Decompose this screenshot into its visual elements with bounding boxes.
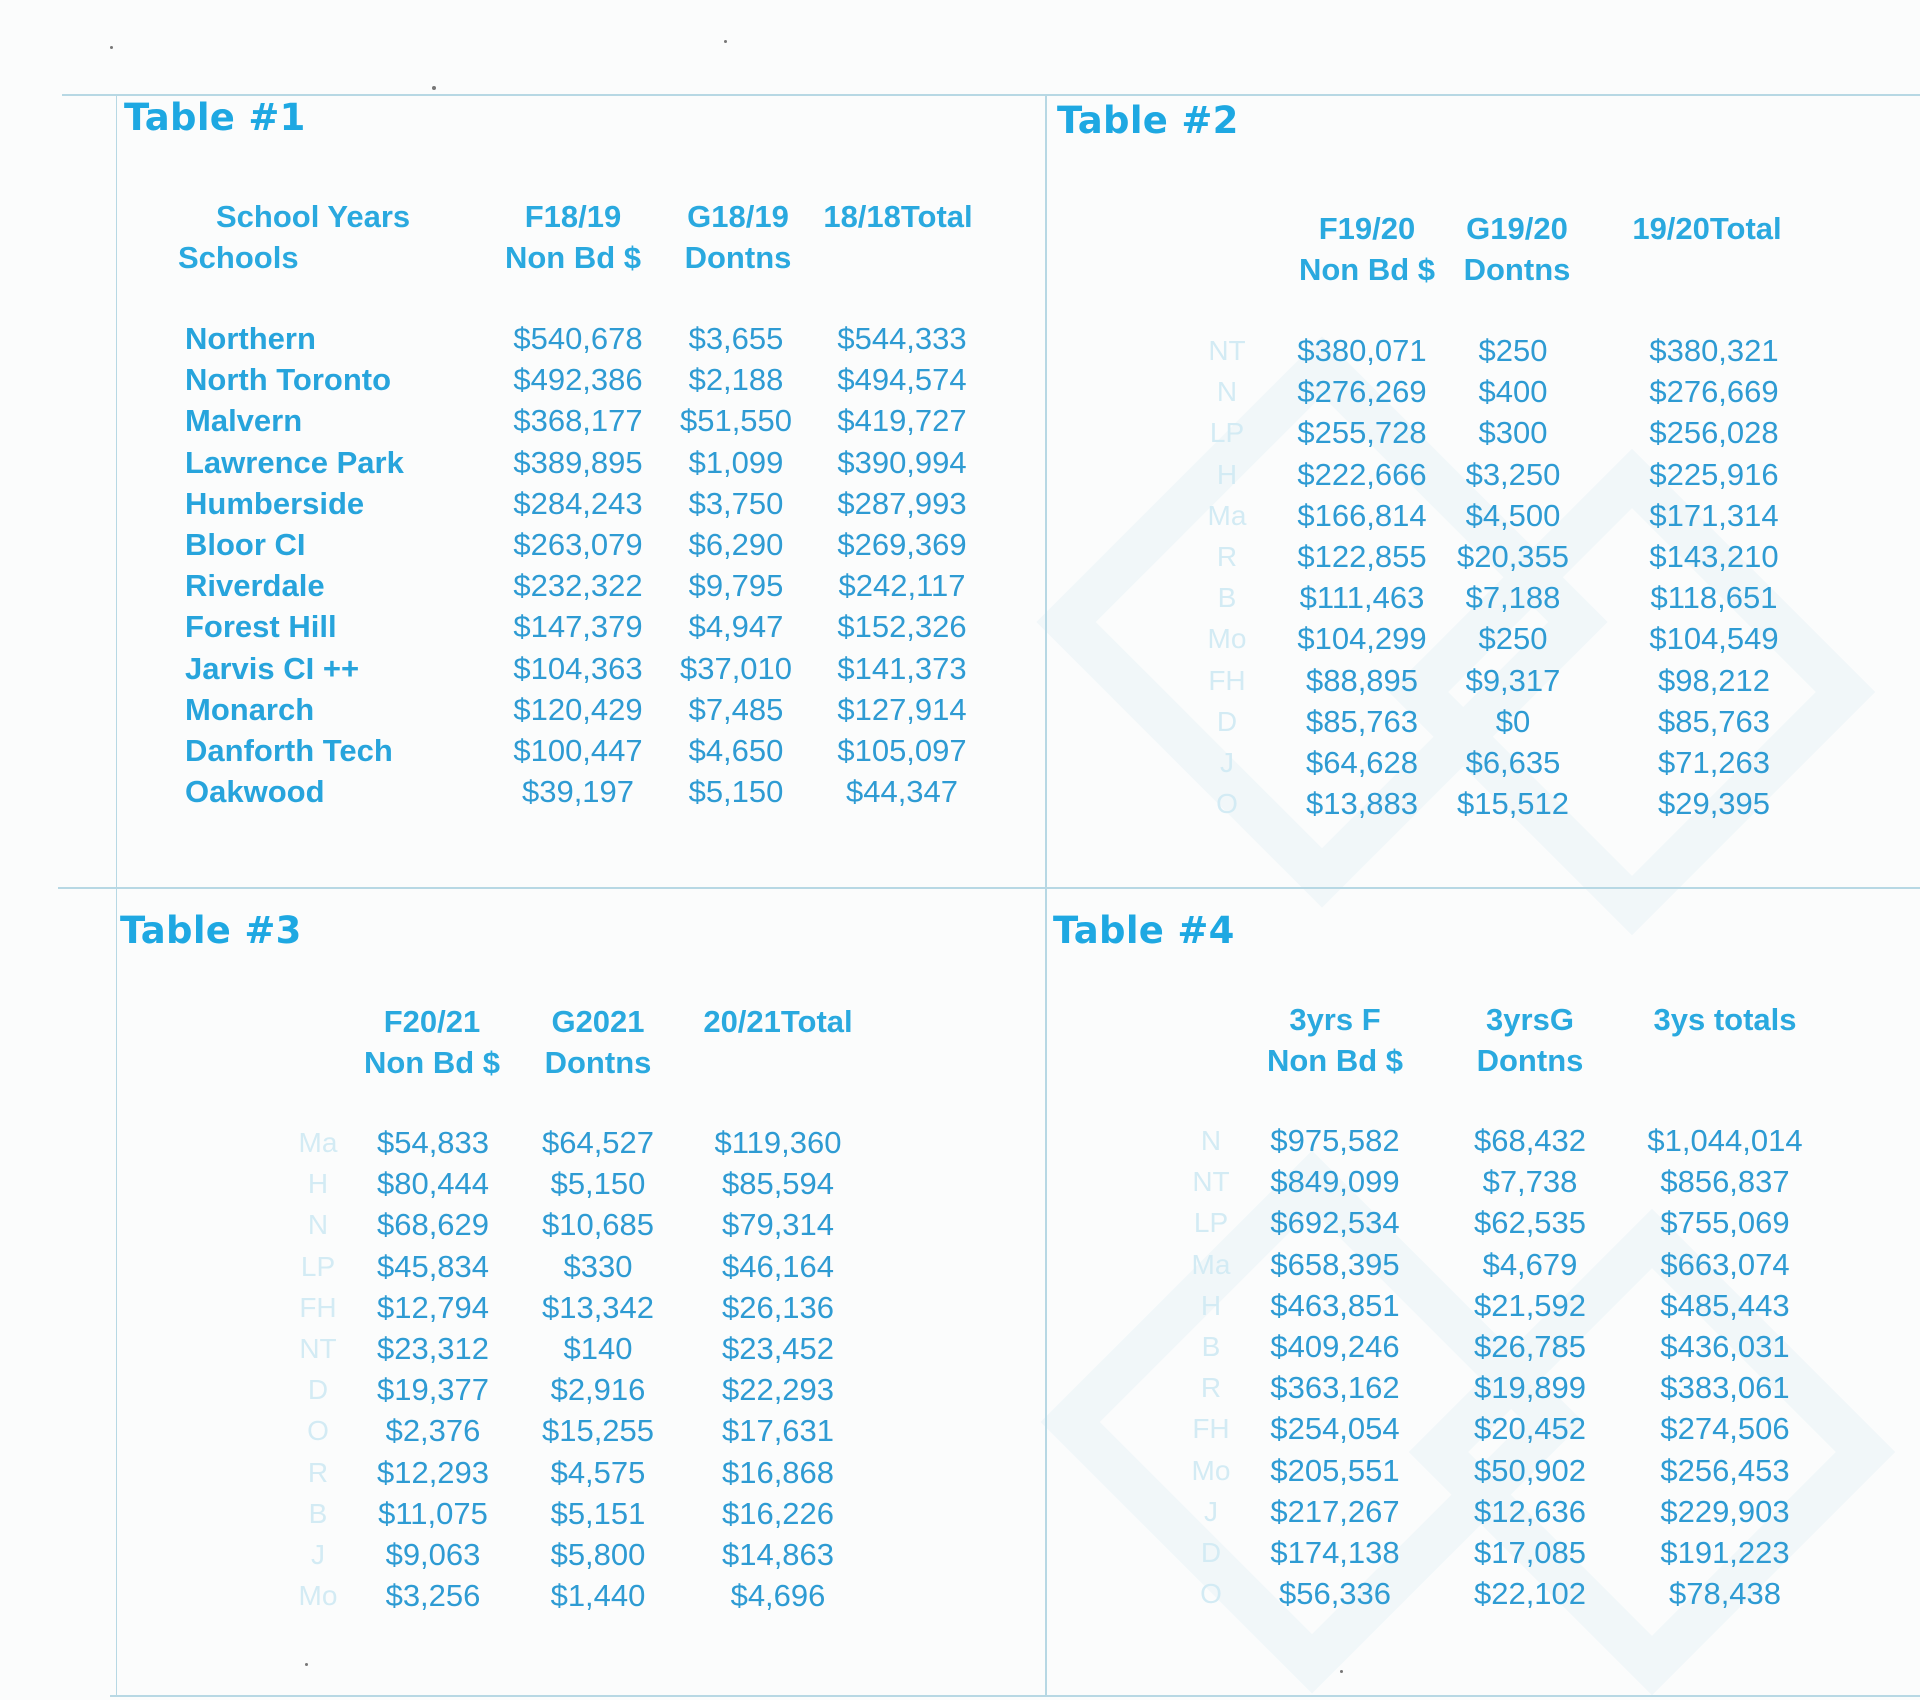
total-cell: $287,993 bbox=[837, 485, 967, 521]
total-cell: $191,223 bbox=[1660, 1534, 1790, 1570]
header-line: F19/20 bbox=[1318, 211, 1416, 246]
total-cell: $256,453 bbox=[1660, 1452, 1790, 1488]
school-abbr-cell: B bbox=[1201, 1330, 1221, 1362]
donations-cell: $7,188 bbox=[1465, 580, 1561, 616]
non-board-funds-cell: $68,629 bbox=[376, 1207, 490, 1243]
total-cell: $17,631 bbox=[721, 1413, 835, 1449]
table-1-panel bbox=[118, 96, 1043, 886]
total-cell: $256,028 bbox=[1649, 415, 1779, 451]
non-board-funds-cell: $692,534 bbox=[1270, 1205, 1400, 1241]
table-row bbox=[1047, 577, 1920, 618]
school-name-cell: Riverdale bbox=[185, 568, 325, 604]
donations-cell: $4,650 bbox=[688, 732, 784, 768]
non-board-funds-cell: $409,246 bbox=[1270, 1328, 1400, 1364]
table-1-header-g bbox=[658, 196, 818, 278]
table-row bbox=[118, 400, 1043, 441]
donations-cell: $20,452 bbox=[1473, 1411, 1587, 1447]
total-cell: $544,333 bbox=[837, 321, 967, 356]
table-row bbox=[1047, 618, 1920, 659]
table-4-title: Table #4 bbox=[1053, 909, 1235, 952]
non-board-funds-cell: $100,447 bbox=[513, 732, 643, 768]
total-cell: $419,727 bbox=[837, 403, 967, 439]
non-board-funds-cell: $122,855 bbox=[1297, 538, 1427, 574]
table-row bbox=[1047, 1244, 1920, 1285]
total-cell: $242,117 bbox=[838, 568, 966, 604]
non-board-funds-cell: $849,099 bbox=[1270, 1164, 1400, 1200]
school-name-cell: Humberside bbox=[185, 485, 365, 521]
table-row bbox=[118, 1534, 1043, 1575]
donations-cell: $4,575 bbox=[550, 1454, 646, 1490]
non-board-funds-cell: $64,628 bbox=[1305, 744, 1419, 780]
school-name-cell: Northern bbox=[185, 321, 316, 356]
donations-cell: $20,355 bbox=[1456, 538, 1570, 574]
table-row bbox=[118, 524, 1043, 565]
donations-cell: $10,685 bbox=[541, 1207, 655, 1243]
total-cell: $85,594 bbox=[721, 1166, 835, 1202]
non-board-funds-cell: $284,243 bbox=[513, 485, 643, 521]
table-3-panel bbox=[118, 889, 1043, 1694]
school-abbr-cell: B bbox=[308, 1497, 328, 1529]
table-3-title: Table #3 bbox=[120, 909, 302, 952]
table-3-rows bbox=[118, 1122, 1043, 1616]
total-cell: $22,293 bbox=[721, 1372, 835, 1408]
school-abbr-cell: J bbox=[311, 1538, 325, 1570]
total-cell: $118,651 bbox=[1650, 580, 1778, 616]
total-cell: $383,061 bbox=[1660, 1370, 1790, 1406]
header-line: 3yrsG bbox=[1486, 1002, 1574, 1037]
total-cell: $152,326 bbox=[837, 609, 967, 645]
donations-cell: $51,550 bbox=[679, 403, 793, 439]
table-row bbox=[118, 606, 1043, 647]
school-abbr-cell: N bbox=[1200, 1125, 1222, 1156]
total-cell: $269,369 bbox=[837, 526, 967, 562]
total-cell: $26,136 bbox=[721, 1289, 835, 1325]
table-row bbox=[118, 1287, 1043, 1328]
donations-cell: $22,102 bbox=[1473, 1576, 1587, 1612]
non-board-funds-cell: $166,814 bbox=[1297, 497, 1427, 533]
table-1-header-school-years bbox=[178, 196, 438, 278]
donations-cell: $62,535 bbox=[1473, 1205, 1587, 1241]
donations-cell: $9,317 bbox=[1465, 662, 1561, 698]
donations-cell: $64,527 bbox=[541, 1125, 655, 1160]
donations-cell: $4,947 bbox=[688, 609, 784, 645]
header-line: Dontns bbox=[684, 240, 792, 275]
donations-cell: $5,150 bbox=[550, 1166, 646, 1202]
non-board-funds-cell: $12,794 bbox=[376, 1289, 490, 1325]
table-2-title: Table #2 bbox=[1057, 99, 1239, 142]
donations-cell: $5,800 bbox=[550, 1536, 646, 1572]
school-abbr-cell: N bbox=[1216, 376, 1238, 408]
table-row bbox=[1047, 1573, 1920, 1614]
school-abbr-cell: J bbox=[1204, 1495, 1218, 1527]
total-cell: $105,097 bbox=[837, 732, 967, 768]
donations-cell: $7,485 bbox=[688, 691, 784, 727]
donations-cell: $50,902 bbox=[1473, 1452, 1587, 1488]
school-abbr-cell: Ma bbox=[1191, 1248, 1231, 1280]
school-abbr-cell: O bbox=[307, 1415, 329, 1447]
table-row bbox=[118, 359, 1043, 400]
school-abbr-cell: NT bbox=[299, 1332, 337, 1364]
non-board-funds-cell: $12,293 bbox=[376, 1454, 490, 1490]
non-board-funds-cell: $658,395 bbox=[1270, 1246, 1400, 1282]
total-cell: $104,549 bbox=[1649, 621, 1779, 657]
school-name-cell: Oakwood bbox=[185, 774, 325, 810]
header-line: Non Bd $ bbox=[363, 1045, 501, 1080]
table-row bbox=[1047, 1367, 1920, 1408]
table-row bbox=[1047, 742, 1920, 783]
school-abbr-cell: H bbox=[307, 1168, 329, 1200]
non-board-funds-cell: $2,376 bbox=[385, 1413, 481, 1449]
divider-bottom bbox=[110, 1695, 1920, 1697]
non-board-funds-cell: $23,312 bbox=[376, 1330, 490, 1366]
table-2-panel bbox=[1047, 96, 1920, 886]
table-4-panel bbox=[1047, 889, 1920, 1694]
non-board-funds-cell: $19,377 bbox=[376, 1372, 490, 1408]
non-board-funds-cell: $85,763 bbox=[1305, 703, 1419, 739]
donations-cell: $15,512 bbox=[1456, 786, 1570, 822]
table-row bbox=[1047, 536, 1920, 577]
donations-cell: $4,500 bbox=[1465, 497, 1561, 533]
total-cell: $485,443 bbox=[1660, 1287, 1790, 1323]
table-row bbox=[118, 1328, 1043, 1369]
total-cell: $225,916 bbox=[1649, 456, 1779, 492]
scan-speck bbox=[110, 46, 113, 49]
school-abbr-cell: NT bbox=[1208, 335, 1246, 366]
total-cell: $274,506 bbox=[1660, 1411, 1790, 1447]
donations-cell: $9,795 bbox=[688, 568, 784, 604]
donations-cell: $68,432 bbox=[1473, 1123, 1587, 1158]
non-board-funds-cell: $13,883 bbox=[1305, 786, 1419, 822]
non-board-funds-cell: $975,582 bbox=[1270, 1123, 1400, 1158]
school-abbr-cell: O bbox=[1216, 788, 1238, 820]
non-board-funds-cell: $56,336 bbox=[1278, 1576, 1392, 1612]
donations-cell: $6,635 bbox=[1465, 744, 1561, 780]
header-line: Non Bd $ bbox=[1266, 1043, 1404, 1078]
donations-cell: $1,099 bbox=[688, 444, 784, 480]
donations-cell: $12,636 bbox=[1473, 1493, 1587, 1529]
non-board-funds-cell: $120,429 bbox=[513, 691, 643, 727]
school-name-cell: Danforth Tech bbox=[185, 732, 393, 768]
table-4-header-total bbox=[1625, 999, 1825, 1040]
non-board-funds-cell: $463,851 bbox=[1270, 1287, 1400, 1323]
header-line: Dontns bbox=[1476, 1043, 1584, 1078]
non-board-funds-cell: $104,299 bbox=[1297, 621, 1427, 657]
total-cell: $23,452 bbox=[721, 1330, 835, 1366]
donations-cell: $3,750 bbox=[688, 485, 784, 521]
table-1-rows bbox=[118, 318, 1043, 812]
non-board-funds-cell: $174,138 bbox=[1270, 1534, 1400, 1570]
header-line: F18/19 bbox=[524, 199, 622, 234]
school-abbr-cell: Ma bbox=[1207, 499, 1247, 531]
table-row bbox=[118, 648, 1043, 689]
table-1-header-f bbox=[473, 196, 673, 278]
school-name-cell: Malvern bbox=[185, 403, 303, 439]
donations-cell: $5,151 bbox=[550, 1495, 646, 1531]
table-row bbox=[118, 565, 1043, 606]
table-row bbox=[118, 1163, 1043, 1204]
total-cell: $755,069 bbox=[1660, 1205, 1790, 1241]
non-board-funds-cell: $380,071 bbox=[1297, 333, 1427, 368]
school-abbr-cell: H bbox=[1200, 1289, 1222, 1321]
total-cell: $14,863 bbox=[721, 1536, 835, 1572]
non-board-funds-cell: $11,075 bbox=[378, 1495, 488, 1531]
divider-left bbox=[116, 94, 117, 1697]
table-4-rows bbox=[1047, 1120, 1920, 1614]
non-board-funds-cell: $111,463 bbox=[1299, 580, 1425, 616]
table-row bbox=[1047, 1285, 1920, 1326]
school-abbr-cell: FH bbox=[1208, 664, 1246, 696]
total-cell: $171,314 bbox=[1649, 497, 1779, 533]
donations-cell: $400 bbox=[1478, 374, 1548, 410]
header-line: G18/19 bbox=[687, 199, 789, 234]
table-row bbox=[118, 483, 1043, 524]
non-board-funds-cell: $276,269 bbox=[1297, 374, 1427, 410]
donations-cell: $250 bbox=[1478, 621, 1548, 657]
header-line: Schools bbox=[178, 240, 299, 275]
total-cell: $85,763 bbox=[1657, 703, 1771, 739]
table-3-header-total bbox=[673, 1001, 883, 1042]
school-abbr-cell: J bbox=[1220, 746, 1234, 778]
table-row bbox=[1047, 495, 1920, 536]
table-row bbox=[1047, 1326, 1920, 1367]
table-3-header-g bbox=[518, 1001, 678, 1083]
table-row bbox=[1047, 1450, 1920, 1491]
total-cell: $4,696 bbox=[730, 1578, 826, 1614]
school-name-cell: Forest Hill bbox=[185, 609, 337, 645]
non-board-funds-cell: $222,666 bbox=[1297, 456, 1427, 492]
table-row bbox=[118, 689, 1043, 730]
table-3-header-f bbox=[332, 1001, 532, 1083]
donations-cell: $300 bbox=[1478, 415, 1548, 451]
header-line: School Years bbox=[216, 199, 411, 234]
total-cell: $71,263 bbox=[1657, 744, 1771, 780]
total-cell: $44,347 bbox=[845, 774, 959, 810]
school-abbr-cell: H bbox=[1216, 458, 1238, 490]
school-name-cell: Jarvis CI ++ bbox=[185, 650, 360, 686]
non-board-funds-cell: $9,063 bbox=[385, 1536, 481, 1572]
table-2-header-g bbox=[1437, 208, 1597, 290]
table-row bbox=[1047, 660, 1920, 701]
table-row bbox=[1047, 412, 1920, 453]
total-cell: $390,994 bbox=[837, 444, 967, 480]
table-row bbox=[1047, 371, 1920, 412]
school-abbr-cell: O bbox=[1200, 1578, 1222, 1610]
total-cell: $98,212 bbox=[1657, 662, 1771, 698]
header-line: F20/21 bbox=[383, 1004, 481, 1039]
non-board-funds-cell: $205,551 bbox=[1270, 1452, 1400, 1488]
school-abbr-cell: FH bbox=[299, 1291, 337, 1323]
total-cell: $119,360 bbox=[714, 1125, 842, 1160]
donations-cell: $17,085 bbox=[1473, 1534, 1587, 1570]
total-cell: $79,314 bbox=[721, 1207, 835, 1243]
table-row bbox=[1047, 1120, 1920, 1161]
table-row bbox=[1047, 1491, 1920, 1532]
table-1-header-total bbox=[798, 196, 998, 237]
table-row bbox=[118, 1575, 1043, 1616]
header-line: 19/20Total bbox=[1632, 211, 1782, 246]
non-board-funds-cell: $88,895 bbox=[1305, 662, 1419, 698]
header-line: 20/21Total bbox=[703, 1004, 853, 1039]
total-cell: $380,321 bbox=[1649, 333, 1779, 368]
donations-cell: $5,150 bbox=[688, 774, 784, 810]
table-row bbox=[1047, 701, 1920, 742]
school-abbr-cell: N bbox=[307, 1209, 329, 1241]
header-line: Dontns bbox=[1463, 252, 1571, 287]
header-line: 3ys totals bbox=[1653, 1002, 1797, 1037]
donations-cell: $2,916 bbox=[550, 1372, 646, 1408]
total-cell: $29,395 bbox=[1657, 786, 1771, 822]
table-row bbox=[118, 1410, 1043, 1451]
non-board-funds-cell: $45,834 bbox=[376, 1248, 490, 1284]
table-row bbox=[1047, 1408, 1920, 1449]
table-row bbox=[118, 1369, 1043, 1410]
school-abbr-cell: R bbox=[1200, 1372, 1222, 1404]
school-abbr-cell: D bbox=[1216, 705, 1238, 737]
donations-cell: $21,592 bbox=[1473, 1287, 1587, 1323]
non-board-funds-cell: $3,256 bbox=[385, 1578, 481, 1614]
school-abbr-cell: R bbox=[1216, 540, 1238, 572]
donations-cell: $1,440 bbox=[550, 1578, 646, 1614]
table-row bbox=[1047, 1532, 1920, 1573]
total-cell: $127,914 bbox=[837, 691, 967, 727]
school-abbr-cell: Mo bbox=[1191, 1454, 1231, 1486]
table-row bbox=[118, 1452, 1043, 1493]
donations-cell: $13,342 bbox=[541, 1289, 655, 1325]
school-abbr-cell: LP bbox=[1209, 417, 1245, 449]
school-abbr-cell: Mo bbox=[298, 1580, 338, 1612]
total-cell: $141,373 bbox=[837, 650, 967, 686]
header-line: G19/20 bbox=[1466, 211, 1568, 246]
school-name-cell: Bloor CI bbox=[185, 526, 306, 562]
non-board-funds-cell: $39,197 bbox=[521, 774, 635, 810]
scan-speck bbox=[432, 86, 436, 90]
table-row bbox=[118, 1122, 1043, 1163]
header-line: Non Bd $ bbox=[504, 240, 642, 275]
header-line: 3yrs F bbox=[1289, 1002, 1381, 1037]
non-board-funds-cell: $232,322 bbox=[513, 568, 643, 604]
school-abbr-cell: NT bbox=[1192, 1166, 1230, 1198]
table-row bbox=[1047, 783, 1920, 824]
school-abbr-cell: D bbox=[307, 1374, 329, 1406]
non-board-funds-cell: $217,267 bbox=[1270, 1493, 1400, 1529]
non-board-funds-cell: $255,728 bbox=[1297, 415, 1427, 451]
non-board-funds-cell: $540,678 bbox=[513, 321, 643, 356]
non-board-funds-cell: $368,177 bbox=[513, 403, 643, 439]
total-cell: $16,868 bbox=[721, 1454, 835, 1490]
table-row bbox=[1047, 1161, 1920, 1202]
table-row bbox=[1047, 1202, 1920, 1243]
table-2-rows bbox=[1047, 330, 1920, 824]
non-board-funds-cell: $254,054 bbox=[1270, 1411, 1400, 1447]
total-cell: $78,438 bbox=[1668, 1576, 1782, 1612]
donations-cell: $140 bbox=[563, 1330, 633, 1366]
table-4-header-f bbox=[1235, 999, 1435, 1081]
header-line: Non Bd $ bbox=[1298, 252, 1436, 287]
total-cell: $494,574 bbox=[837, 362, 967, 398]
non-board-funds-cell: $363,162 bbox=[1270, 1370, 1400, 1406]
school-name-cell: North Toronto bbox=[185, 362, 392, 398]
school-abbr-cell: LP bbox=[300, 1250, 336, 1282]
non-board-funds-cell: $104,363 bbox=[513, 650, 643, 686]
non-board-funds-cell: $80,444 bbox=[376, 1166, 490, 1202]
header-line: 18/18Total bbox=[823, 199, 973, 234]
table-row bbox=[118, 442, 1043, 483]
school-abbr-cell: B bbox=[1217, 582, 1237, 614]
table-row bbox=[118, 1493, 1043, 1534]
table-row bbox=[118, 1246, 1043, 1287]
school-abbr-cell: R bbox=[307, 1456, 329, 1488]
donations-cell: $4,679 bbox=[1482, 1246, 1578, 1282]
table-row bbox=[118, 1204, 1043, 1245]
donations-cell: $250 bbox=[1478, 333, 1548, 368]
donations-cell: $7,738 bbox=[1482, 1164, 1578, 1200]
donations-cell: $3,655 bbox=[688, 321, 784, 356]
total-cell: $46,164 bbox=[721, 1248, 835, 1284]
school-name-cell: Monarch bbox=[185, 691, 315, 727]
non-board-funds-cell: $389,895 bbox=[513, 444, 643, 480]
table-4-header-g bbox=[1450, 999, 1610, 1081]
table-row bbox=[118, 318, 1043, 359]
table-row bbox=[118, 730, 1043, 771]
non-board-funds-cell: $147,379 bbox=[513, 609, 643, 645]
donations-cell: $15,255 bbox=[541, 1413, 655, 1449]
school-abbr-cell: Mo bbox=[1207, 623, 1247, 655]
donations-cell: $19,899 bbox=[1473, 1370, 1587, 1406]
table-row bbox=[1047, 454, 1920, 495]
total-cell: $663,074 bbox=[1660, 1246, 1790, 1282]
header-line: G2021 bbox=[551, 1004, 645, 1039]
total-cell: $1,044,014 bbox=[1647, 1123, 1803, 1158]
donations-cell: $2,188 bbox=[688, 362, 784, 398]
school-name-cell: Lawrence Park bbox=[185, 444, 404, 480]
scan-speck bbox=[724, 40, 727, 43]
donations-cell: $6,290 bbox=[688, 526, 784, 562]
donations-cell: $0 bbox=[1495, 703, 1531, 739]
non-board-funds-cell: $263,079 bbox=[513, 526, 643, 562]
school-abbr-cell: FH bbox=[1192, 1413, 1230, 1445]
total-cell: $143,210 bbox=[1649, 538, 1779, 574]
non-board-funds-cell: $54,833 bbox=[376, 1125, 490, 1160]
header-line: Dontns bbox=[544, 1045, 652, 1080]
donations-cell: $26,785 bbox=[1473, 1328, 1587, 1364]
non-board-funds-cell: $492,386 bbox=[513, 362, 643, 398]
donations-cell: $330 bbox=[563, 1248, 633, 1284]
school-abbr-cell: LP bbox=[1193, 1207, 1229, 1239]
total-cell: $229,903 bbox=[1660, 1493, 1790, 1529]
table-1-title: Table #1 bbox=[124, 96, 306, 139]
school-abbr-cell: D bbox=[1200, 1536, 1222, 1568]
donations-cell: $37,010 bbox=[679, 650, 793, 686]
total-cell: $16,226 bbox=[721, 1495, 835, 1531]
donations-cell: $3,250 bbox=[1465, 456, 1561, 492]
total-cell: $276,669 bbox=[1649, 374, 1779, 410]
total-cell: $856,837 bbox=[1660, 1164, 1790, 1200]
table-2-header-total bbox=[1607, 208, 1807, 249]
table-row bbox=[118, 771, 1043, 812]
table-row bbox=[1047, 330, 1920, 371]
school-abbr-cell: Ma bbox=[298, 1127, 338, 1158]
total-cell: $436,031 bbox=[1660, 1328, 1790, 1364]
